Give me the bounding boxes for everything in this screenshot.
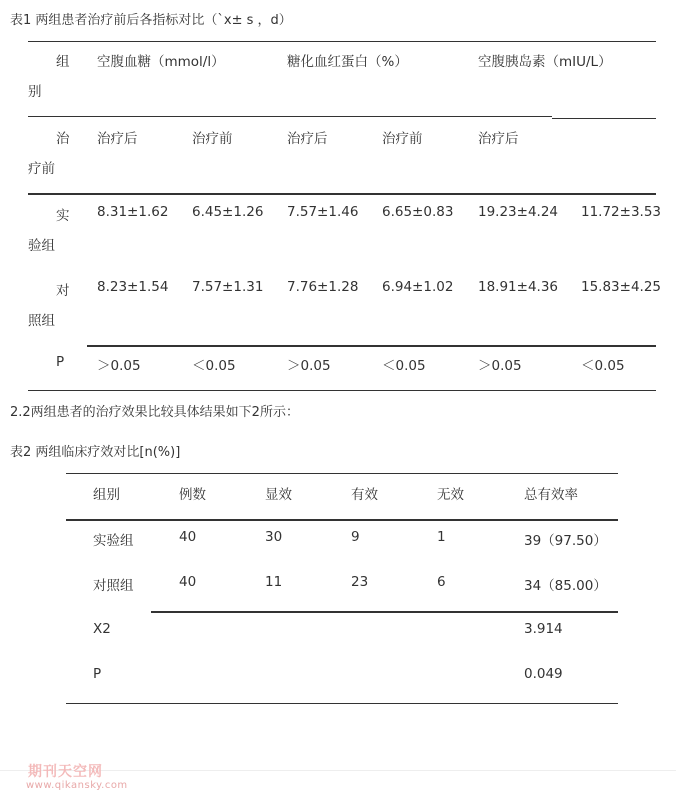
cell-value: 15.83±4.25 xyxy=(581,279,662,295)
cell-value: 30 xyxy=(265,529,283,545)
cell-value: 40 xyxy=(179,574,197,590)
table1-header-rule-b xyxy=(552,118,656,119)
table1-top-rule xyxy=(28,41,656,42)
table1-header-rule-a xyxy=(28,116,552,117)
cell-value: ＜0.05 xyxy=(382,358,426,374)
table1-sub-4: 治疗前 xyxy=(382,131,423,147)
cell-value: ＜0.05 xyxy=(581,358,625,374)
section-paragraph: 2.2两组患者的治疗效果比较具体结果如下2所示： xyxy=(10,405,299,420)
cell-value: 23 xyxy=(351,574,369,590)
cell-value: 8.23±1.54 xyxy=(97,279,169,295)
table2-top-rule xyxy=(66,473,618,474)
cell-value: ＞0.05 xyxy=(287,358,331,374)
table1-col-fasting-glucose: 空腹血糖（mmol/l） xyxy=(97,54,225,70)
table1-sub-1: 治疗后 xyxy=(97,131,138,147)
cell-value: 实验组 xyxy=(93,533,134,549)
row-label: 对 xyxy=(56,283,70,299)
table1-group-header: 组 xyxy=(56,54,70,70)
table2-header-rule xyxy=(66,519,618,521)
cell-value: 7.57±1.46 xyxy=(287,204,359,220)
cell-value: 8.31±1.62 xyxy=(97,204,169,220)
table2-header-marked: 显效 xyxy=(265,487,292,503)
table2-header-effective: 有效 xyxy=(351,487,378,503)
cell-value: 6 xyxy=(437,574,446,590)
cell-value: 11 xyxy=(265,574,283,590)
row-label-2: 验组 xyxy=(28,238,55,254)
table1-sub-3: 治疗后 xyxy=(287,131,328,147)
watermark-logo: 期刊天空网 xyxy=(28,764,103,780)
table1-p-rule xyxy=(87,345,656,347)
table2-header-count: 例数 xyxy=(179,487,206,503)
table2-header-total-rate: 总有效率 xyxy=(524,487,578,503)
stat-value: 0.049 xyxy=(524,666,563,682)
table2-header-ineffective: 无效 xyxy=(437,487,464,503)
table2-caption: 表2 两组临床疗效对比[n(%)] xyxy=(10,445,181,460)
cell-value: 39（97.50） xyxy=(524,533,607,549)
cell-value: 40 xyxy=(179,529,197,545)
row-label: 实 xyxy=(56,208,70,224)
table1-bottom-rule xyxy=(28,390,656,391)
cell-value: 18.91±4.36 xyxy=(478,279,559,295)
cell-value: 对照组 xyxy=(93,578,134,594)
table1-caption: 表1 两组患者治疗前后各指标对比（`x± s ，d） xyxy=(10,13,292,28)
cell-value: 6.94±1.02 xyxy=(382,279,454,295)
cell-value: 6.45±1.26 xyxy=(192,204,264,220)
table1-group-header-2: 别 xyxy=(28,84,42,100)
cell-value: 1 xyxy=(437,529,446,545)
cell-value: 6.65±0.83 xyxy=(382,204,454,220)
table2-stats-rule xyxy=(151,611,618,613)
table1-subheader-label-2: 疗前 xyxy=(28,161,55,177)
stat-value: 3.914 xyxy=(524,621,563,637)
watermark-url: www.qikansky.com xyxy=(26,780,128,791)
table1-sub-2: 治疗前 xyxy=(192,131,233,147)
table1-col-fasting-insulin: 空腹胰岛素（mIU/L） xyxy=(478,54,612,70)
row-label: P xyxy=(56,354,65,370)
table1-sub-5: 治疗后 xyxy=(478,131,519,147)
table1-col-hba1c: 糖化血红蛋白（%） xyxy=(287,54,408,70)
table2-bottom-rule xyxy=(66,703,618,704)
table1-subheader-label: 治 xyxy=(56,131,70,147)
cell-value: ＞0.05 xyxy=(97,358,141,374)
cell-value: 11.72±3.53 xyxy=(581,204,662,220)
cell-value: 7.76±1.28 xyxy=(287,279,359,295)
cell-value: 19.23±4.24 xyxy=(478,204,559,220)
stat-label: P xyxy=(93,666,102,682)
cell-value: 34（85.00） xyxy=(524,578,607,594)
cell-value: 7.57±1.31 xyxy=(192,279,264,295)
row-label-2: 照组 xyxy=(28,313,55,329)
cell-value: 9 xyxy=(351,529,360,545)
table1-body-rule xyxy=(28,193,656,195)
cell-value: ＜0.05 xyxy=(192,358,236,374)
cell-value: ＞0.05 xyxy=(478,358,522,374)
stat-label: X2 xyxy=(93,621,111,637)
table2-header-group: 组别 xyxy=(93,487,120,503)
